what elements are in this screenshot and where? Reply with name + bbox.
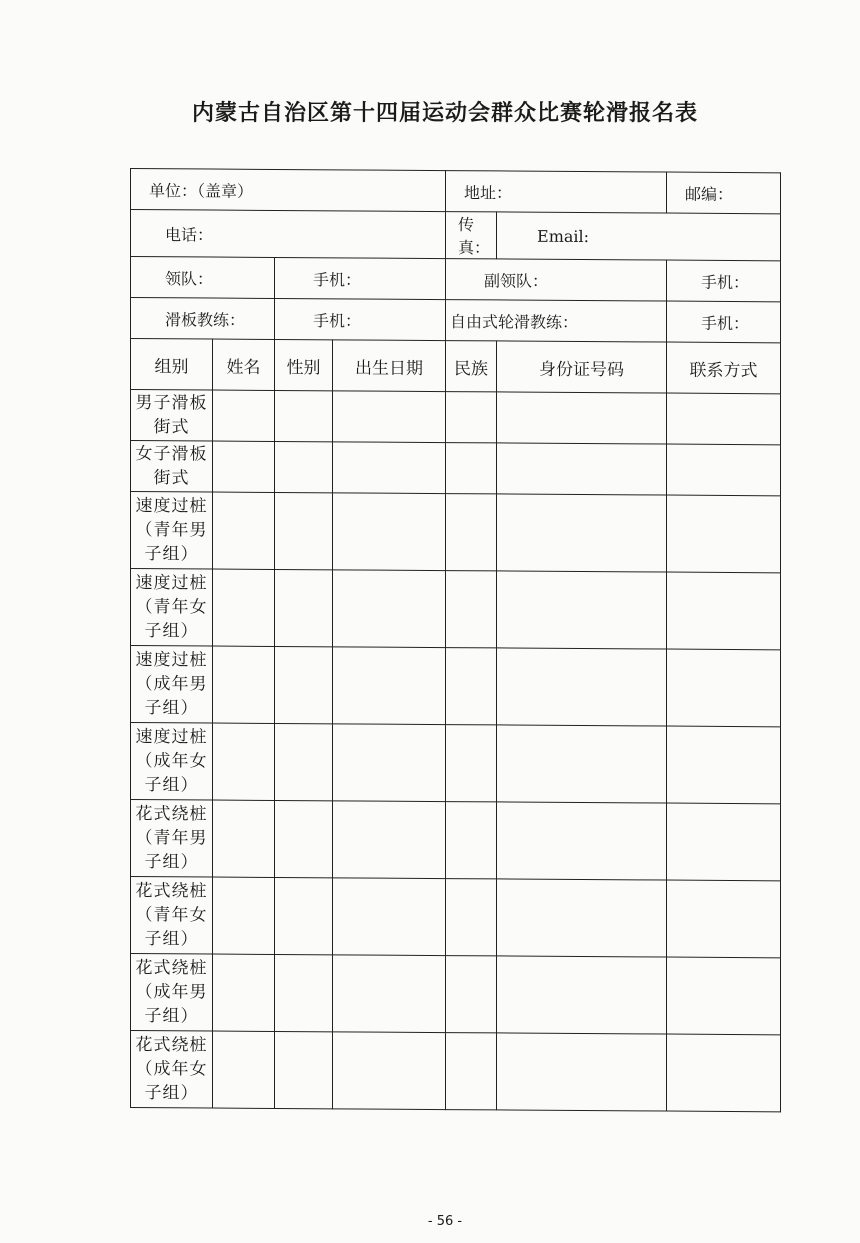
table-row — [131, 800, 781, 881]
contact-cell[interactable] — [667, 803, 781, 881]
deputy-mobile-field[interactable]: 手机： — [667, 260, 781, 302]
contact-cell[interactable] — [667, 726, 781, 804]
deputy-leader-field[interactable]: 副领队： — [446, 259, 667, 301]
table-row — [131, 954, 781, 1035]
group-label: 速度过桩（成年女子组） — [131, 723, 213, 801]
group-label: 花式绕桩（成年女子组） — [131, 1031, 213, 1109]
page-title: 内蒙古自治区第十四届运动会群众比赛轮滑报名表 — [191, 101, 698, 126]
header-row-coach — [131, 298, 781, 343]
birthdate-cell[interactable] — [333, 647, 446, 725]
skateboard-coach-field[interactable]: 滑板教练： — [131, 298, 275, 340]
col-header-group: 组别 — [131, 339, 213, 391]
group-label: 速度过桩（成年男子组） — [131, 646, 213, 724]
contact-cell[interactable] — [667, 649, 781, 727]
name-cell[interactable] — [213, 1031, 275, 1108]
gender-cell[interactable] — [275, 441, 333, 492]
group-label: 女子滑板街式 — [131, 441, 213, 493]
phone-field[interactable]: 电话： — [131, 210, 446, 259]
birthdate-cell[interactable] — [333, 493, 446, 571]
gender-cell[interactable] — [275, 1031, 333, 1108]
birthdate-cell[interactable] — [333, 570, 446, 648]
gender-cell[interactable] — [275, 877, 333, 954]
table-row — [131, 646, 781, 727]
freestyle-coach-field[interactable]: 自由式轮滑教练： — [446, 300, 667, 342]
registration-table — [130, 168, 781, 1112]
gender-cell[interactable] — [275, 492, 333, 569]
birthdate-cell[interactable] — [333, 1032, 446, 1110]
table-row — [131, 723, 781, 804]
ethnicity-cell[interactable] — [446, 443, 497, 494]
name-cell[interactable] — [213, 954, 275, 1031]
group-label: 花式绕桩（青年男子组） — [131, 800, 213, 878]
id-number-cell[interactable] — [497, 956, 667, 1034]
page-number: - 56 - — [427, 1214, 463, 1229]
contact-cell[interactable] — [667, 444, 781, 496]
leader-field[interactable]: 领队： — [131, 257, 275, 299]
contact-cell[interactable] — [667, 495, 781, 573]
name-cell[interactable] — [213, 492, 275, 569]
birthdate-cell[interactable] — [333, 955, 446, 1033]
email-field[interactable]: Email: — [497, 212, 781, 261]
group-label: 花式绕桩（成年男子组） — [131, 954, 213, 1032]
header-row-phone — [131, 210, 781, 261]
fax-field[interactable]: 传真： — [446, 212, 497, 259]
birthdate-cell[interactable] — [333, 878, 446, 956]
birthdate-cell[interactable] — [333, 801, 446, 879]
name-cell[interactable] — [213, 800, 275, 877]
ethnicity-cell[interactable] — [446, 392, 497, 443]
header-row-unit — [131, 169, 781, 214]
column-header-row — [131, 339, 781, 394]
name-cell[interactable] — [213, 441, 275, 492]
col-header-id-number: 身份证号码 — [497, 341, 667, 393]
ethnicity-cell[interactable] — [446, 725, 497, 802]
freestyle-coach-mobile-field[interactable]: 手机： — [667, 301, 781, 343]
ethnicity-cell[interactable] — [446, 802, 497, 879]
gender-cell[interactable] — [275, 954, 333, 1031]
table-row — [131, 390, 781, 445]
group-label: 花式绕桩（青年女子组） — [131, 877, 213, 955]
contact-cell[interactable] — [667, 572, 781, 650]
contact-cell[interactable] — [667, 393, 781, 445]
birthdate-cell[interactable] — [333, 391, 446, 443]
col-header-birthdate: 出生日期 — [333, 340, 446, 392]
gender-cell[interactable] — [275, 569, 333, 646]
ethnicity-cell[interactable] — [446, 648, 497, 725]
skateboard-coach-mobile-field[interactable]: 手机： — [275, 298, 446, 340]
contact-cell[interactable] — [667, 880, 781, 958]
leader-mobile-field[interactable]: 手机： — [275, 257, 446, 299]
id-number-cell[interactable] — [497, 392, 667, 444]
gender-cell[interactable] — [275, 800, 333, 877]
table-row — [131, 441, 781, 496]
group-label: 速度过桩（青年女子组） — [131, 569, 213, 647]
header-row-leader — [131, 257, 781, 302]
table-row — [131, 492, 781, 573]
id-number-cell[interactable] — [497, 648, 667, 726]
id-number-cell[interactable] — [497, 494, 667, 572]
table-row — [131, 1031, 781, 1112]
table-row — [131, 569, 781, 650]
postcode-field[interactable]: 邮编： — [667, 172, 781, 214]
ethnicity-cell[interactable] — [446, 956, 497, 1033]
name-cell[interactable] — [213, 646, 275, 723]
registration-form — [130, 168, 781, 1112]
group-label: 速度过桩（青年男子组） — [131, 492, 213, 570]
group-label: 男子滑板街式 — [131, 390, 213, 442]
id-number-cell[interactable] — [497, 1033, 667, 1111]
gender-cell[interactable] — [275, 390, 333, 441]
id-number-cell[interactable] — [497, 802, 667, 880]
col-header-ethnicity: 民族 — [446, 341, 497, 392]
col-header-gender: 性别 — [275, 339, 333, 390]
address-field[interactable]: 地址： — [446, 171, 667, 213]
id-number-cell[interactable] — [497, 443, 667, 495]
contact-cell[interactable] — [667, 957, 781, 1035]
ethnicity-cell[interactable] — [446, 879, 497, 956]
ethnicity-cell[interactable] — [446, 571, 497, 648]
birthdate-cell[interactable] — [333, 724, 446, 802]
ethnicity-cell[interactable] — [446, 494, 497, 571]
id-number-cell[interactable] — [497, 725, 667, 803]
ethnicity-cell[interactable] — [446, 1033, 497, 1110]
contact-cell[interactable] — [667, 1034, 781, 1112]
table-row — [131, 877, 781, 958]
birthdate-cell[interactable] — [333, 442, 446, 494]
id-number-cell[interactable] — [497, 879, 667, 957]
unit-field[interactable]: 单位：（盖章） — [131, 169, 446, 212]
col-header-contact: 联系方式 — [667, 342, 781, 394]
id-number-cell[interactable] — [497, 571, 667, 649]
name-cell[interactable] — [213, 877, 275, 954]
name-cell[interactable] — [213, 390, 275, 441]
col-header-name: 姓名 — [213, 339, 275, 390]
gender-cell[interactable] — [275, 723, 333, 800]
name-cell[interactable] — [213, 569, 275, 646]
gender-cell[interactable] — [275, 646, 333, 723]
name-cell[interactable] — [213, 723, 275, 800]
